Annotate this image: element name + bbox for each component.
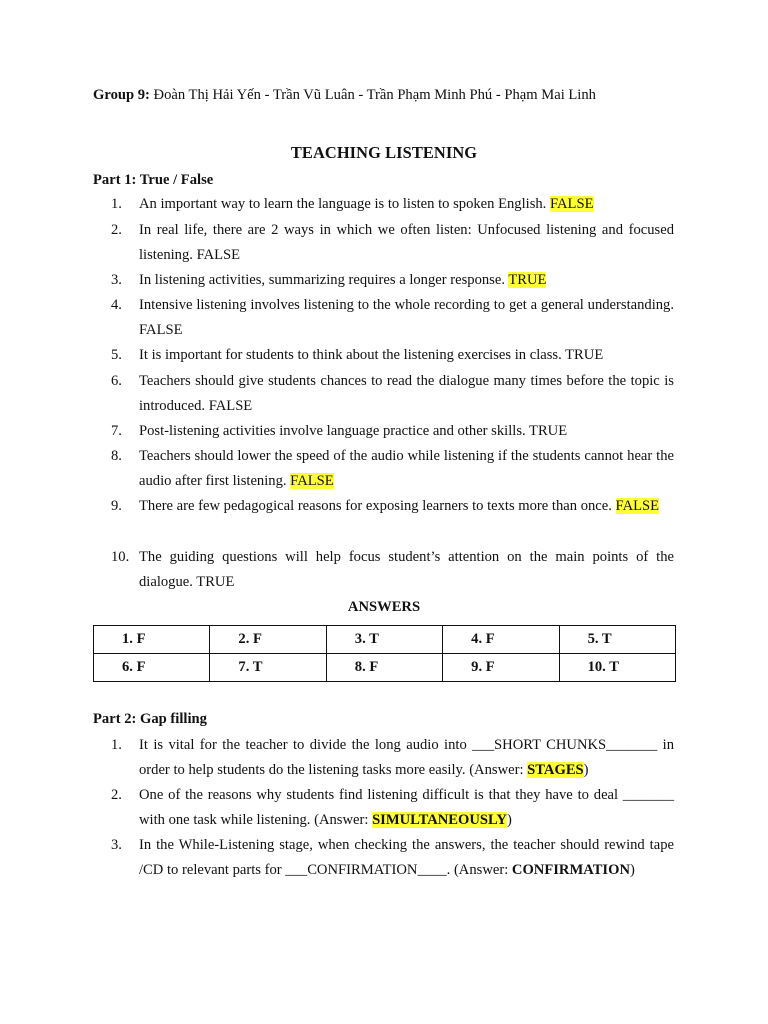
answer-bold: CONFIRMATION (511, 862, 631, 878)
item-number: 6. (111, 373, 122, 389)
answer-cell: 2. F (210, 626, 326, 654)
answer-highlight: FALSE (549, 196, 594, 212)
answer-cell: 7. T (210, 654, 326, 682)
answer-cell: 4. F (443, 626, 559, 654)
answer-highlight: FALSE (290, 473, 334, 489)
item-text: Teachers should lower the speed of the audio while listening if the students cannot hear the audio after first listening. (139, 448, 674, 489)
group-label: Group 9: (93, 87, 150, 103)
part1-item-9 (111, 494, 674, 519)
item-text: One of the reasons why students find listening difficult is that they have to deal _______ with one task while listening. (Answer: (139, 787, 674, 828)
answer-cell: 5. T (559, 626, 675, 654)
group-members: Đoàn Thị Hải Yến - Trần Vũ Luân - Trần Phạm Minh Phú - Phạm Mai Linh (149, 87, 596, 103)
part1-item-1 (111, 192, 674, 217)
item-text: In real life, there are 2 ways in which we often listen: Unfocused listening and focused listening. FALSE (139, 222, 674, 263)
answer-highlight: SIMULTANEOUSLY (372, 812, 507, 828)
part1-item-10 (111, 545, 674, 595)
part1-item-3 (111, 268, 674, 293)
item-number: 1. (111, 196, 122, 212)
answer-cell: 8. F (326, 654, 442, 682)
item-text: In the While-Listening stage, when checking the answers, the teacher should rewind tape /CD to relevant parts for ___CONFIRMATION____. (Answer: (139, 837, 674, 878)
answer-cell: 9. F (443, 654, 559, 682)
answer-highlight: TRUE (508, 272, 547, 288)
item-number: 4. (111, 297, 122, 313)
closing-paren: ) (630, 862, 635, 878)
table-row (94, 626, 676, 654)
part2-heading: Part 2: Gap filling (93, 711, 207, 727)
part2-item-2 (111, 783, 674, 833)
item-number: 2. (111, 787, 122, 803)
part1-item-5 (111, 343, 674, 368)
table-row (94, 654, 676, 682)
document-title: TEACHING LISTENING (290, 143, 478, 162)
part1-item-6 (111, 369, 674, 419)
item-text: Post-listening activities involve language practice and other skills. TRUE (139, 423, 568, 439)
answer-cell: 1. F (94, 626, 210, 654)
answers-heading: ANSWERS (347, 599, 421, 615)
item-number: 3. (111, 837, 122, 853)
answers-table (93, 625, 676, 682)
answer-highlight: STAGES (527, 762, 584, 778)
item-text: Teachers should give students chances to read the dialogue many times before the topic is introduced. FALSE (139, 373, 674, 414)
part1-item-2 (111, 218, 674, 268)
part2-item-3 (111, 833, 674, 883)
item-number: 2. (111, 222, 122, 238)
item-text: Intensive listening involves listening to the whole recording to get a general understanding. FALSE (139, 297, 674, 338)
closing-paren: ) (583, 762, 589, 778)
group-members-line (93, 87, 596, 104)
item-number: 9. (111, 498, 122, 514)
item-text: The guiding questions will help focus student’s attention on the main points of the dialogue. TRUE (139, 549, 674, 590)
item-text: It is vital for the teacher to divide the long audio into ___SHORT CHUNKS_______ in order to help students do the listening tasks more easily. (Answer: (139, 737, 674, 778)
answer-highlight: FALSE (615, 498, 660, 514)
answer-cell: 3. T (326, 626, 442, 654)
part1-item-4 (111, 293, 674, 343)
part1-item-8 (111, 444, 674, 494)
item-text: There are few pedagogical reasons for exposing learners to texts more than once. (139, 498, 616, 514)
item-number: 7. (111, 423, 122, 439)
item-number: 1. (111, 737, 122, 753)
part1-heading: Part 1: True / False (93, 172, 214, 188)
item-number: 8. (111, 448, 122, 464)
item-text: In listening activities, summarizing requires a longer response. (139, 272, 509, 288)
item-number: 5. (111, 347, 122, 363)
answer-cell: 10. T (559, 654, 675, 682)
item-text: An important way to learn the language is to listen to spoken English. (139, 196, 550, 212)
answer-cell: 6. F (94, 654, 210, 682)
closing-paren: ) (506, 812, 512, 828)
part2-item-1 (111, 733, 674, 783)
part1-item-7 (111, 419, 674, 444)
item-number: 3. (111, 272, 122, 288)
item-number: 10. (111, 549, 130, 565)
item-text: It is important for students to think about the listening exercises in class. TRUE (139, 347, 604, 363)
